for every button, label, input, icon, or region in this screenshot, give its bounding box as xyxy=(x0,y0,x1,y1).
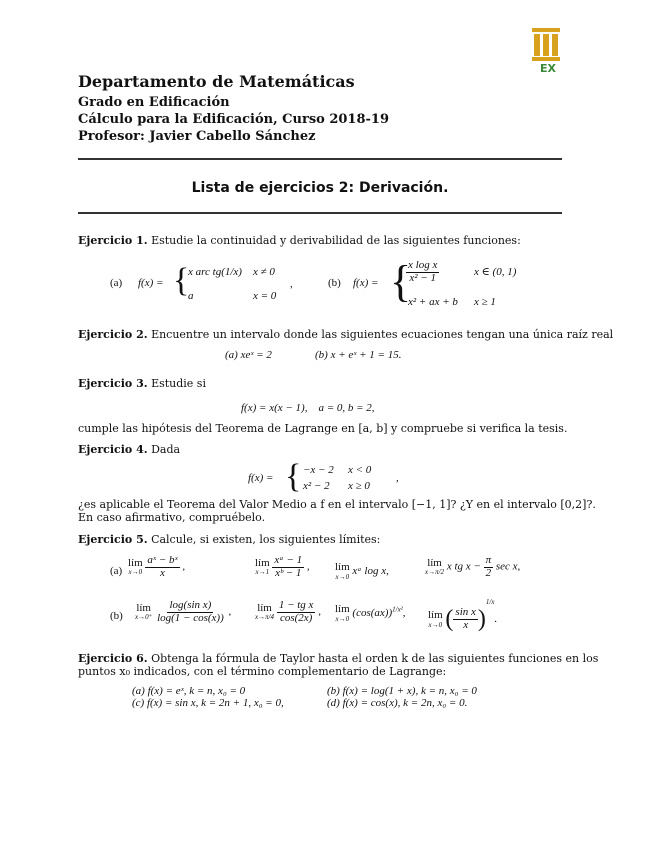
exponent: 1/x² xyxy=(392,605,403,614)
limit-subscript: x→0 xyxy=(335,614,350,623)
limit-operator: lím xyxy=(136,601,151,614)
limit-6 xyxy=(255,600,321,636)
limit-4 xyxy=(425,555,520,589)
function-lhs: f(x) = xyxy=(353,277,379,289)
limit-operator: lím xyxy=(128,556,143,569)
fraction xyxy=(406,260,439,284)
item-a-label: (a) xyxy=(110,565,123,577)
case-expression: x arc tg(1/x) xyxy=(188,266,242,278)
trailing-text: , xyxy=(228,605,232,618)
trailing-text: . xyxy=(494,613,498,625)
limit-3 xyxy=(335,562,389,581)
limit-operator: lím xyxy=(255,556,270,569)
title-rule xyxy=(78,212,562,214)
function-lhs: f(x) = xyxy=(248,472,274,484)
exercise-5-statement xyxy=(78,533,380,546)
limit-subscript: x→π/2 xyxy=(425,568,445,577)
item-a-label: (a) xyxy=(110,277,123,289)
case-condition: x = 0 xyxy=(253,290,277,302)
numerator: 1 − tg x xyxy=(278,599,314,611)
limit-operator: lím xyxy=(427,556,442,569)
exercise-3-label: Ejercicio 3. xyxy=(78,377,148,390)
case-condition: x ≥ 0 xyxy=(348,480,370,492)
exercise-4-text: Dada xyxy=(151,443,181,456)
denominator: x xyxy=(160,566,165,579)
denominator: xᵇ − 1 xyxy=(275,566,302,579)
exercise-6-text: Obtenga la fórmula de Taylor hasta el orden k de las siguientes funciones en los xyxy=(151,652,599,665)
exercise-3-formula: f(x) = x(x − 1), a = 0, b = 2, xyxy=(241,402,375,414)
exercise-2-label: Ejercicio 2. xyxy=(78,328,148,341)
page-title: Lista de ejercicios 2: Derivación. xyxy=(191,180,449,196)
exercise-3-statement xyxy=(78,377,206,390)
denominator: x² − 1 xyxy=(409,271,436,284)
exercise-3-text: Estudie si xyxy=(151,377,206,390)
taylor-item-b: (b) f(x) = log(1 + x), k = n, x₀ = 0 xyxy=(327,685,477,697)
exercise-6-label: Ejercicio 6. xyxy=(78,652,148,665)
case-expression: x² + ax + b xyxy=(408,296,458,308)
limit-subscript: x→0 xyxy=(428,620,443,629)
limit-operator: lím xyxy=(335,603,350,615)
limit-subscript: x→0⁺ xyxy=(135,613,153,622)
denominator: cos(2x) xyxy=(279,611,313,624)
limit-subscript: x→π/4 xyxy=(255,613,275,622)
case-condition: x ≠ 0 xyxy=(253,266,275,278)
exercise-1-function-a xyxy=(110,262,300,306)
limit-8: lím x→0 ( $\frac{\text{sin x}}{x}$ )$^{1/x}$. xyxy=(428,598,498,632)
exercise-4-function xyxy=(248,460,408,500)
left-brace: { xyxy=(173,262,190,299)
denominator: 2 xyxy=(485,566,492,579)
left-brace: { xyxy=(390,257,412,306)
exercise-1-statement xyxy=(78,234,521,247)
numerator: sin x xyxy=(455,606,476,619)
exercise-4-statement xyxy=(78,443,180,456)
trailing-text: , xyxy=(402,606,406,619)
item-b-label: (b) xyxy=(110,610,123,622)
denominator: x xyxy=(463,618,469,631)
course-name: Cálculo para la Edificación, Curso 2018-19 xyxy=(78,112,389,127)
limit-subscript: x→0 xyxy=(128,568,143,577)
numerator: xᵃ − 1 xyxy=(274,554,303,566)
comma: , xyxy=(290,278,293,290)
limit-expression: (cos(ax)) xyxy=(352,606,393,619)
exercise-4-label: Ejercicio 4. xyxy=(78,443,148,456)
limit-subscript: x→1 xyxy=(255,568,270,577)
exercise-4-text2: ¿es aplicable el Teorema del Valor Medio a f en el intervalo [−1, 1]? ¿Y en el intervalo [0,2]?. xyxy=(78,498,596,511)
taylor-item-a: (a) f(x) = eˣ, k = n, x₀ = 0 xyxy=(132,685,246,697)
trailing-text: sec x, xyxy=(495,560,521,573)
trailing-text: , xyxy=(182,560,186,573)
function-lhs: f(x) = xyxy=(138,277,164,289)
exercise-6-statement xyxy=(78,652,598,665)
case-condition: x ∈ (0, 1) xyxy=(474,266,517,278)
exercise-1-function-b xyxy=(328,258,548,314)
equation-b: (b) x + eˣ + 1 = 15. xyxy=(315,349,402,361)
left-brace: { xyxy=(285,458,302,495)
limit-5 xyxy=(135,600,231,636)
exercise-5-text: Calcule, si existen, los siguientes límites: xyxy=(151,533,381,546)
numerator: log(sin x) xyxy=(169,599,212,611)
degree-name: Grado en Edificación xyxy=(78,95,230,110)
department-name: Departamento de Matemáticas xyxy=(78,72,355,91)
limit-operator: lím xyxy=(257,601,272,614)
comma: , xyxy=(396,472,399,484)
limit-subscript: x→0 xyxy=(335,572,350,581)
taylor-item-c: (c) f(x) = sin x, k = 2n + 1, x₀ = 0, xyxy=(132,697,284,709)
limit-2 xyxy=(255,555,310,589)
case-expression: −x − 2 xyxy=(303,464,334,476)
equation-a: (a) xeˣ = 2 xyxy=(225,349,272,361)
limit-expression: xᵃ log x, xyxy=(352,564,389,577)
numerator: aˣ − bˣ xyxy=(147,554,178,566)
exercise-2-text: Encuentre un intervalo donde las siguientes ecuaciones tengan una única raíz real xyxy=(151,328,614,341)
numerator: π xyxy=(485,554,492,566)
item-b-label: (b) xyxy=(328,277,341,289)
exercise-3-text2: cumple las hipótesis del Teorema de Lagrange en [a, b] y compruebe si verifica la tesis. xyxy=(78,422,568,435)
exercise-4-text3: En caso afirmativo, compruébelo. xyxy=(78,511,266,524)
exercise-1-text: Estudie la continuidad y derivabilidad de las siguientes funciones: xyxy=(151,234,521,247)
top-rule xyxy=(78,158,562,160)
limit-operator: lím xyxy=(428,609,443,622)
exercise-1-label: Ejercicio 1. xyxy=(78,234,148,247)
trailing-text: , xyxy=(318,605,321,618)
denominator: log(1 − cos(x)) xyxy=(157,611,224,624)
numerator: x log x xyxy=(408,259,438,271)
exercise-5-label: Ejercicio 5. xyxy=(78,533,148,546)
case-expression: a xyxy=(188,290,194,302)
case-expression: x² − 2 xyxy=(303,480,330,492)
case-condition: x < 0 xyxy=(348,464,372,476)
professor-name: Profesor: Javier Cabello Sánchez xyxy=(78,129,316,144)
logo-text: EX xyxy=(540,62,556,75)
case-condition: x ≥ 1 xyxy=(474,296,496,308)
limit-operator: lím xyxy=(335,561,350,573)
limit-expression: x tg x − xyxy=(446,560,481,573)
university-logo xyxy=(530,26,562,78)
limit-7 xyxy=(335,604,406,623)
trailing-text: , xyxy=(306,560,310,573)
taylor-item-d: (d) f(x) = cos(x), k = 2n, x₀ = 0. xyxy=(327,697,468,709)
exercise-2-statement xyxy=(78,328,613,341)
exercise-6-text2: puntos x₀ indicados, con el término complementario de Lagrange: xyxy=(78,665,447,678)
limit-1 xyxy=(128,555,185,589)
exponent: 1/x xyxy=(485,598,495,606)
